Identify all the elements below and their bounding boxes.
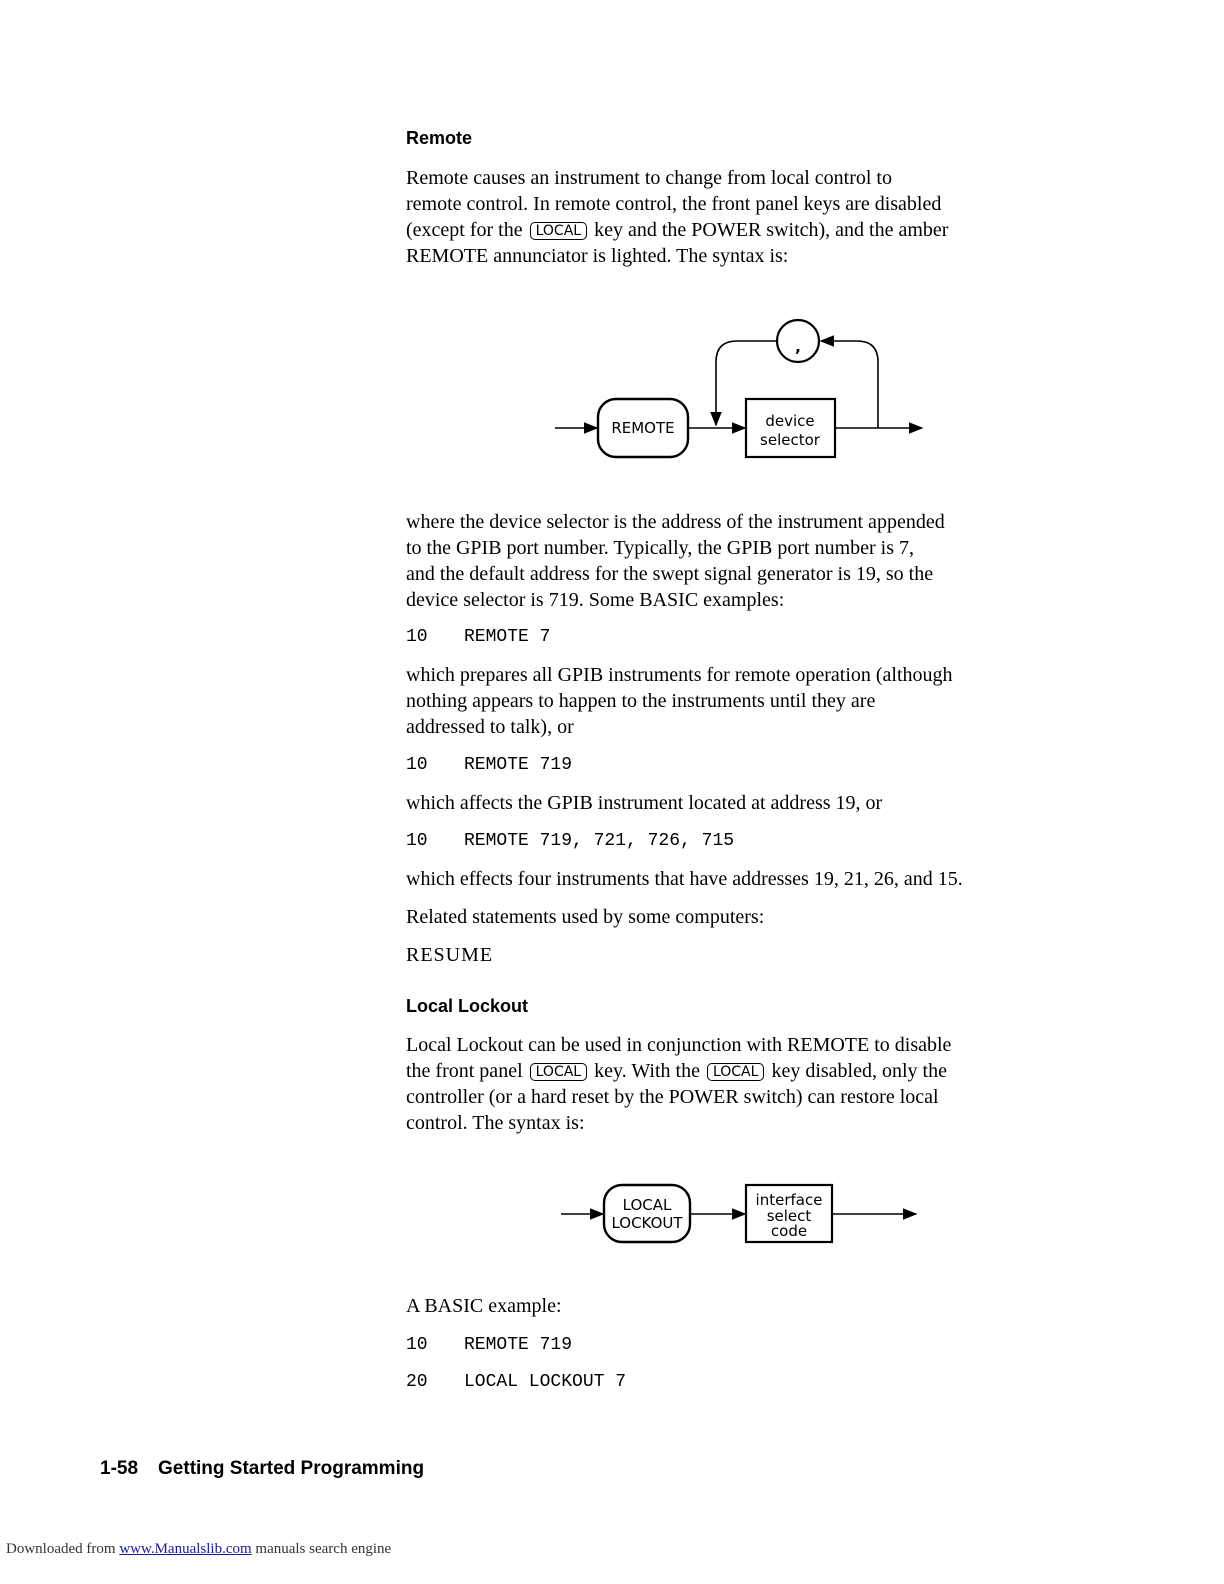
related-statement-resume: RESUME: [406, 944, 494, 966]
device-selector-paragraph: where the device selector is the address of the instrument appended to the GPIB port number. Typically, the GPIB port number is 7, and the default address for the swept signal generator is 19, so the device selector is 719. Some BASIC examples:: [406, 511, 945, 611]
related-statements-label: Related statements used by some computers:: [406, 906, 765, 928]
remote-intro-paragraph: Remote causes an instrument to change from local control to remote control. In remote control, the front panel keys are disabled (except for the LOCAL key and the POWER switch), and the amber REMOTE annunciator is lighted. The syntax is:: [406, 167, 949, 267]
lockout-intro-paragraph: Local Lockout can be used in conjunction with REMOTE to disable the front panel LOCAL key. With the LOCAL key disabled, only the controller (or a hard reset by the POWER switch) can restore local control. The syntax is:: [406, 1034, 952, 1134]
local-lockout-label-1: LOCAL: [622, 1196, 672, 1214]
interface-label-3: code: [770, 1222, 808, 1240]
basic-example-label: A BASIC example:: [406, 1295, 562, 1317]
footer-title: Getting Started Programming: [158, 1458, 425, 1479]
device-selector-label-1: device: [765, 412, 815, 430]
local-lockout-label-2: LOCKOUT: [611, 1214, 683, 1232]
remote-syntax-diagram: [550, 312, 930, 467]
local-lockout-syntax-diagram: [556, 1178, 926, 1250]
code-example-3: 10 REMOTE 719, 721, 726, 715: [406, 831, 735, 851]
lockout-code-line-1: 10 REMOTE 719: [406, 1335, 573, 1355]
device-selector-label-2: selector: [760, 431, 820, 449]
interface-label-2: select: [766, 1207, 812, 1225]
local-key: LOCAL: [530, 1063, 587, 1081]
section-heading-local-lockout: Local Lockout: [406, 996, 529, 1016]
example-2-explanation: which affects the GPIB instrument located at address 19, or: [406, 792, 883, 814]
interface-label-1: interface: [755, 1191, 823, 1209]
remote-keyword-label: REMOTE: [611, 419, 675, 437]
lockout-code-line-2: 20 LOCAL LOCKOUT 7: [406, 1372, 627, 1392]
download-notice: Downloaded from www.Manualslib.com manuals search engine: [6, 1541, 392, 1557]
page-number: 1-58: [100, 1458, 139, 1479]
example-3-explanation: which effects four instruments that have addresses 19, 21, 26, and 15.: [406, 868, 963, 890]
page-footer: [100, 1458, 424, 1480]
code-example-2: 10 REMOTE 719: [406, 755, 573, 775]
comma-separator-label: ,: [795, 338, 801, 356]
local-key: LOCAL: [707, 1063, 764, 1081]
local-key: LOCAL: [530, 222, 587, 240]
code-example-1: 10 REMOTE 7: [406, 627, 551, 647]
section-heading-remote: Remote: [406, 128, 473, 148]
example-1-explanation: which prepares all GPIB instruments for remote operation (although nothing appears to happen to the instruments until they are addressed to talk), or: [406, 664, 953, 738]
manualslib-link[interactable]: www.Manualslib.com: [119, 1541, 252, 1557]
